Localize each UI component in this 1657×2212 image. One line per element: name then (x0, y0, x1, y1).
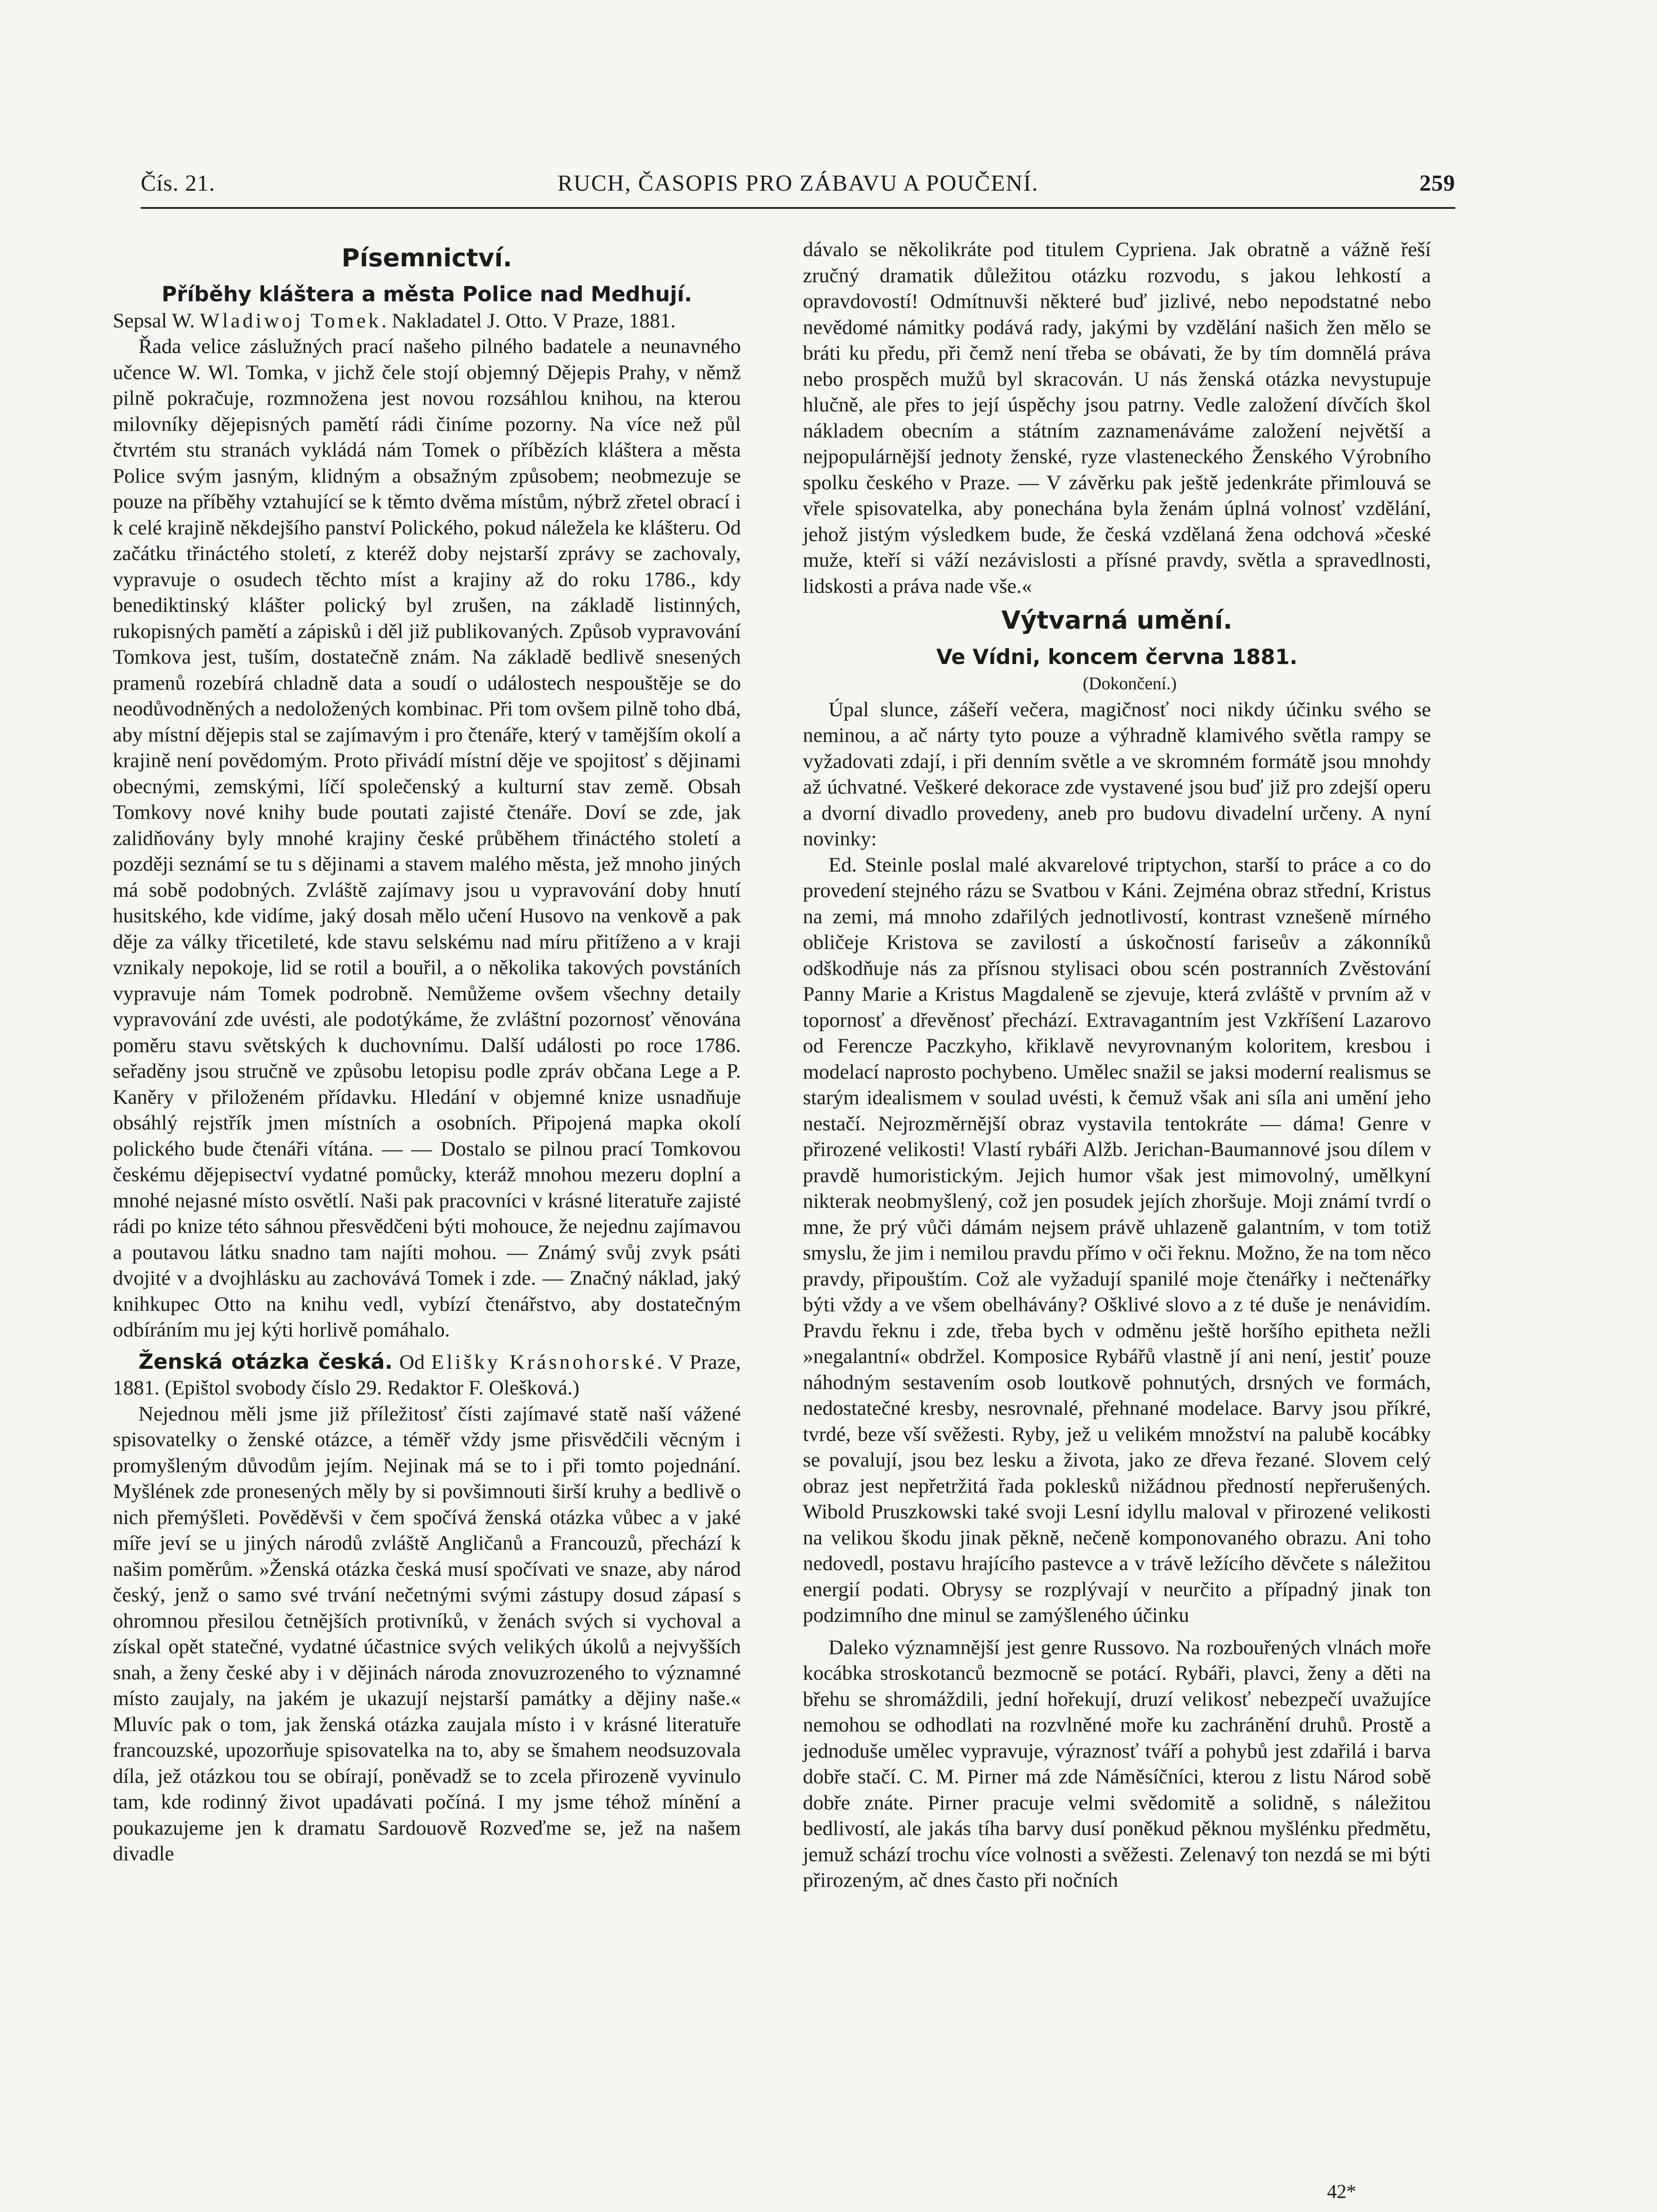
review-1-heading (113, 282, 741, 334)
continuation-note: (Dokončení.) (1082, 673, 1177, 693)
left-column (113, 237, 741, 1867)
header-rule (141, 207, 1455, 209)
right-column (803, 237, 1431, 1893)
article-paragraph-3: Daleko významnější jest genre Russovo. Na rozbouřených vlnách moře kocábka stroskotanců bezmocně se potácí. Rybáři, plavci, ženy a děti na břehu se shromáždili, jední hořekují, druzí velikosť nebezpečí uvažujíce nemohou se odhodlati na rozvlněné moře ku zachránění druhů. Prostě a jednoduše umělec vypravuje, výraznosť tváří a pohybů jest zdařilá i barva dobře stačí. C. M. Pirner má zde Náměsíčníci, kterou z listu Národ sobě dobře znáte. Pirner pracuje velmi svědomitě a solidně, s náležitou bedlivostí, ale jakás tíha barvy dusí poněkud pěknou myšlénku předmětu, jemuž schází trochu více volnosti a svěžesti. Zelenavý ton nezdá se mi býti přirozeným, ač dnes často při nočních (803, 1636, 1431, 1892)
section-title-literature: Písemnictví. (341, 244, 512, 273)
review-1-author: Wladiwoj Tomek (200, 309, 382, 332)
running-header (141, 170, 1455, 206)
review-2-body: Nejednou měli jsme již příležitosť čísti zajímavé statě naší vážené spisovatelky o ženské otázce, a téměř vždy jsme přisvědčili věcným i promyšleným důvodům jejím. Nejinak má se to i při tomto pojednání. Myšlének zde pronesených měly by si povšimnouti širší kruhy a bedlivě o nich přemýšleti. Pověděvši v čem spočívá ženská otázka vůbec a v jaké míře jeví se u jiných národů zvláště Angličanů a Francouzů, přechází k našim poměrům. »Ženská otázka česká musí spočívati ve snaze, aby národ český, jenž o samo své trvání nečetnými svými zástupy dosud zápasí s ohromnou přesilou četnějších protivníků, v ženách svých si vychoval a získal opět statečné, vydatné účastnice svých velikých úkolů a nejvyšších snah, a ženy české aby i v dějinách národa znovuzrozeného to významné místo zaujaly, na jakém je ukazují nejstarší památky a dějiny naše.« Mluvíc pak o tom, jak ženská otázka zaujala místo i v krásné literatuře francouzské, upozorňuje spisovatelka na to, aby se šmahem neodsuzovala díla, jež otázkou tou se obírají, poněvadž se to zcela přirozeně vyvinulo tam, kde rodinný život upadávati počíná. I my jsme téhož mínění a poukazujeme jen k dramatu Sardouově Rozveďme se, jež na našem divadle (113, 1402, 741, 1865)
review-1-meta-a: Sepsal W. (113, 309, 195, 332)
review-1-title: Příběhy kláštera a města Police nad Medhují. (161, 282, 692, 307)
section-title-visual-arts: Výtvarná umění. (1001, 606, 1233, 635)
review-1-body: Řada velice záslužných prací našeho pilného badatele a neunavného učence W. Wl. Tomka, v jichž čele stojí objemný Dějepis Prahy, v němž pilně pokračuje, rozmnožena jest novou rozsáhlou knihou, na kterou milovníky dějepisných pamětí rádi činíme pozorny. Na více než půl čtvrtém stu stranách vykládá nám Tomek o příbězích kláštera a města Police svým jasným, klidným a obsažným způsobem; neobmezuje se pouze na příběhy vztahující se k těmto dvěma místům, nýbrž zřetel obrací i k celé krajině někdejšího panství Polického, pokud náležela ke klášteru. Od začátku třináctého století, z kteréž doby nejstarší zprávy se zachovaly, vypravuje o osudech těchto míst a krajiny až do roku 1786., kdy benediktinský klášter polický byl zrušen, na základě listinných, rukopisných pamětí a zápisků i děl již publikovaných. Způsob vypravování Tomkova jest, tuším, dostatečně znám. Na základě bedlivě snesených pramenů rozebírá chladně data a soudí o událostech nespouštěje se do neodůvodněných a nedoložených kombinac. Při tom ovšem pilně toho dbá, aby místní dějepis stal se zajímavým i pro čtenáře, který v tamějším okolí a krajině není povědomým. Proto přivádí místní děje ve spojitosť s dějinami obecnými, zemskými, líčí společenský a kulturní stav země. Obsah Tomkovy nové knihy bude poutati zajisté čtenáře. Doví se zde, jak zalidňovány byly mnohé krajiny české průběhem třináctého století a později seznámí se tu s dějinami a stavem malého města, jež mnoho jiných má sobě podobných. Zvláště zajímavy jsou u vypravování doby hnutí husitského, kde vidíme, jaký dosah mělo učení Husovo na venkově a pak děje za války třicetileté, kde stavu selskému nad míru přitíženo a v kraji vznikaly nepokoje, lid se rotil a bouřil, a o několika takových povstáních vypravuje nám Tomek podrobně. Nemůžeme ovšem všechny detaily vypravování zde uvésti, ale podotýkáme, že zvláštní pozornosť věnována poměru stavu světských k duchovnímu. Další události po roce 1786. seřaděny jsou stručně ve způsobu letopisu podle zpráv občana Lege a P. Kaněry v přiloženém přídavku. Hledání v objemné knize usnadňuje obsáhlý rejstřík jmen místních a osobních. Připojená mapka okolí polického bude čtenáři vítána. — — Dostalo se pilnou prací Tomkovou českému dějepisectví vydatné pomůcky, kteráž mnohou mezeru doplní a mnohé nejasné místo osvětlí. Naši pak pracovníci v krásné literatuře zajisté rádi po knize této sáhnou přesvědčeni býti mohouce, že nejednu zajímavou a poutavou látku snadno tam najíti mohou. — Známý svůj zvyk psáti dvojité v a dvojhlásku au zachovává Tomek i zde. — Značný náklad, jaký knihkupec Otto na knihu vedl, vybízí čtenářstvo, aby dostatečným odbíráním mu jej kýti horlivě pomáhalo. (113, 335, 741, 1341)
review-2-title: Ženská otázka česká. (138, 1349, 393, 1374)
review-2-author: Elišky Krásnohorské (431, 1350, 657, 1374)
page-number: 259 (1419, 171, 1455, 196)
review-2-heading (113, 1349, 741, 1401)
review-2-meta-b: . V Praze, 1881. (Epištol svobody číslo 29. Redaktor F. Olešková.) (113, 1350, 741, 1399)
review-2-meta-a: Od (399, 1350, 425, 1374)
journal-title: RUCH, ČASOPIS PRO ZÁBAVU A POUČENÍ. (557, 171, 1039, 196)
review-1-meta-b: . Nakladatel J. Otto. V Praze, 1881. (381, 309, 676, 332)
article-paragraph-2: Ed. Steinle poslal malé akvarelové triptychon, starší to práce a co do provedení stejného rázu se Svatbou v Káni. Zejména obraz střední, Kristus na zemi, má mnoho zdařilých jednotlivostí, kontrast vznešeně mírného obličeje Kristova se zavilostí a úskočností fariseův a zákonníků odškodňuje nás za přísnou stylisaci obou scén postranních Zvěstování Panny Marie a Kristus Magdaleně se zjevuje, která zvláště v prvním až v topornosť a dřevěnosť přechází. Extravagantním jest Vzkříšení Lazarovo od Ferencze Paczkyho, křiklavě nevyrovnaným koloritem, kresbou i modelací naprosto pochybeno. Umělec snažil se jaksi moderní realismus se starým idealismem v soulad uvésti, k čemuž však ani síla ani umění jeho nestačí. Nejrozměrnější obraz vystavila tentokráte — dáma! Genre v přirozené velikosti! Vlastí rybáři Alžb. Jerichan-Baumannové jsou dílem v pravdě humoristickým. Jejich humor však jest mimovolný, umělkyní nikterak neobmyšlený, což jen posudek jejích zhoršuje. Moji známí tvrdí o mne, že prý vůči dámám nejsem právě uhlazeně galantním, v tom totiž smyslu, že jim i nemilou pravdu přímo v oči řeknu. Možno, že na tom něco pravdy, připouštím. Což ale vyžadují spanilé moje čtenářky i nečtenářky býti vždy a ve všem obelhávány? Ošklivé slovo a z té duše je nenávidím. Pravdu řeknu i zde, třeba bych v odměnu ještě horšího epitheta nežli »negalantní« obdržel. Komposice Rybářů vlastně jí ani není, jestiť pouze náhodným sestavením osob loutkově pohnutých, drsných ve formách, nedostatečné kresby, nesrovnalé, přehnané modelace. Barvy jsou příkré, tvrdé, beze vší svěžesti. Ryby, jež u velikém množství na palubě kocábky se povalují, jsou bez lesku a života, jako ze dřeva řezané. Slovem celý obraz jest nepřetržitá řada poklesků nižádnou předností nepřerušených. Wibold Pruszkowski také svoji Lesní idyllu maloval v přirozené velikosti na velikou škodu jinak pěkně, nečeně komponovaného obrazu. Ani toho nedovedl, postavu hrajícího pastevce a v trávě ležícího děvčete s náležitou energií podati. Obrysy se rozplývají v neurčito a případný jinak ton podzimního dne minul se zamýšleného účinku (803, 853, 1431, 1627)
review-2-continuation: dávalo se několikráte pod titulem Cypriena. Jak obratně a vážně řeší zručný dramatik důležitou otázku rozvodu, s jakou lehkostí a opravdovostí! Odmítnuvši některé buď jizlivé, nebo nepodstatné nebo nevědomé námitky podává rady, jakými by vzdělání našich žen mělo se bráti ku předu, při čemž není třeba se obávati, že by tím domnělá práva nebo prospěch mužů byl skracován. U nás ženská otázka nevystupuje hlučně, ale přes to její úspěchy jsou patrny. Vedle založení dívčích škol nákladem obecním a státním zaznamenáváme založení největší a nejpopulárnější jednoty ženské, ryze vlasteneckého Ženského Výrobního spolku českého v Praze. — V závěrku pak ještě jedenkráte přimlouvá se vřele spisovatelka, aby ponechána byla ženám úplná volnosť vzdělání, jehož jistým výsledkem bude, že česká vzdělaná žena odchová »české muže, kteří si váží nezávislosti a přísné pravdy, světla a spravedlnosti, lidskosti a práva nade vše.« (803, 238, 1431, 598)
dateline: Ve Vídni, koncem června 1881. (936, 645, 1298, 669)
issue-number: Čís. 21. (141, 171, 215, 196)
article-paragraph-1: Úpal slunce, zášeří večera, magičnosť noci nikdy účinku svého se neminou, a ač nárty tyto pouze a výhradně klamivého světla rampy se vyžadovati zdají, i při denním světle a ve skromném formátě jsou mnohdy až úchvatné. Veškeré dekorace zde vystavené jsou buď již pro zdejší operu a dvorní divadlo provedeny, aneb pro budovu divadelní určeny. A nyní novinky: (803, 698, 1431, 850)
signature-mark: 42* (1327, 2181, 1356, 2202)
